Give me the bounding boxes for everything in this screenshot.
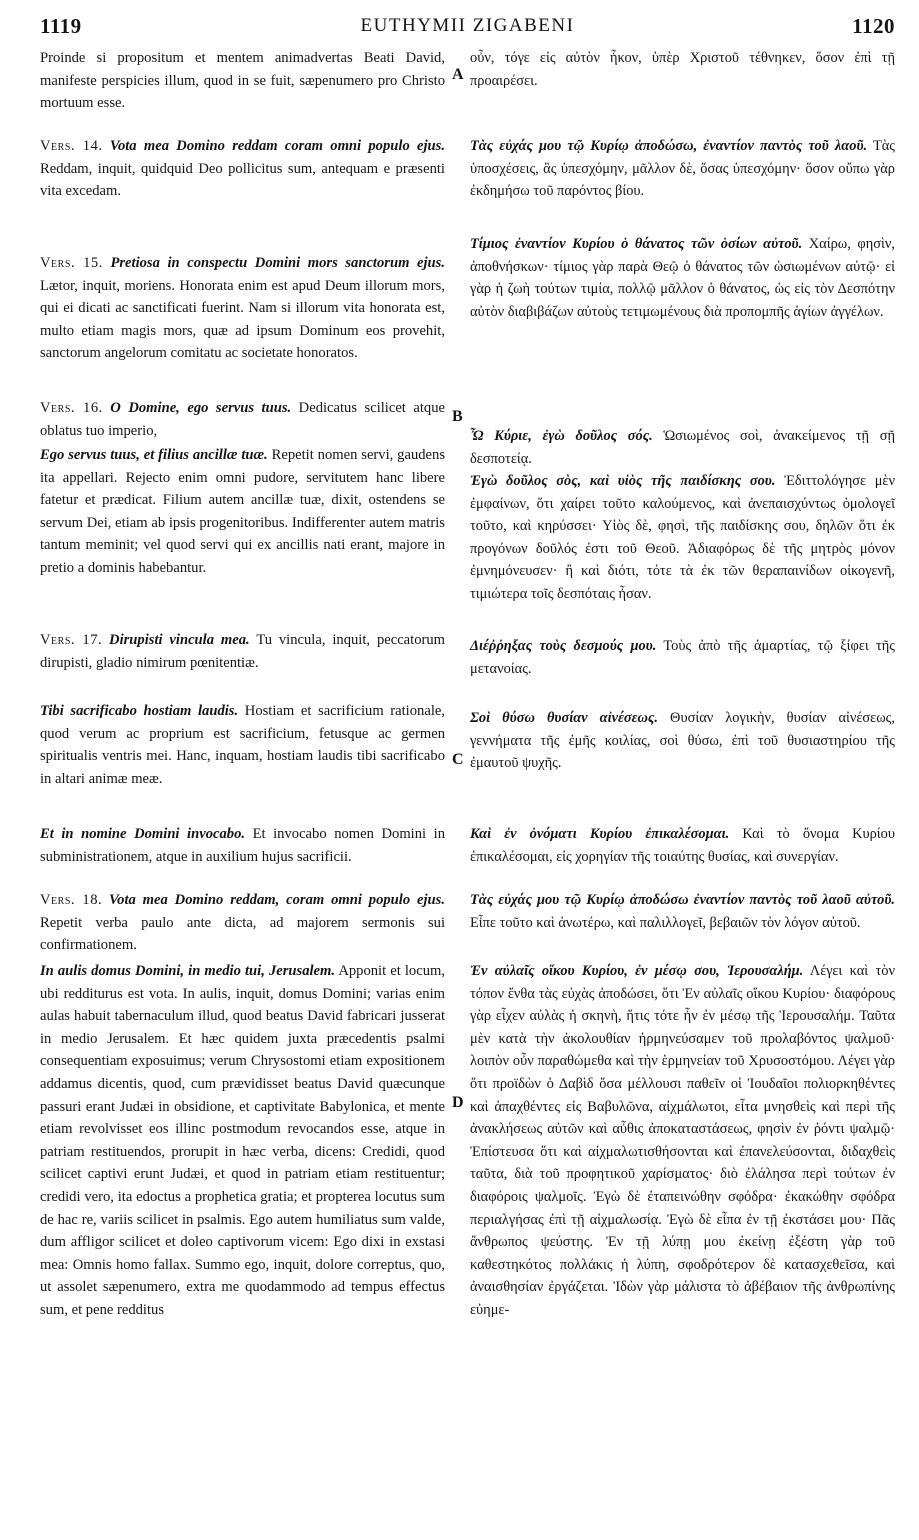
latin-text: Dedicatus scilicet atque oblatus tuo imperio, <box>40 400 445 439</box>
greek-text: οὖν, τόγε εἰς αὐτὸν ἧκον, ὑπὲρ Χριστοῦ τέθνηκεν, ὅσον ἐπὶ τῇ προαιρέσει. <box>470 50 895 89</box>
greek-text: Χαίρω, φησὶν, ἀποθνήσκων· τίμιος γὰρ παρὰ Θεῷ ὁ θάνατος τῶν ὡσιωμένων αὐτῷ· εἰ γὰρ ἡ ζωὴ τούτων τιμία, πολλῷ μᾶλλον ὁ θάνατος, ὡς εἰς τὸν Δεσπότην αὐτὸν διαβιβάζων αὐτοὺς τετιμωμένους διὰ προπομπῆς ἁγίων ἀγγέλων. <box>470 236 895 320</box>
verse-number: Vers. 14. <box>40 138 103 154</box>
margin-marker-c: C <box>452 751 464 768</box>
latin-paragraph <box>40 444 445 580</box>
greek-text: Ἐδιττολόγησε μὲν ἐμφαίνων, ὅτι χαίρει τοῦτο καλούμενος, καὶ ἀνεπαισχύντως ὁμολογεῖ τοῦτο, καὶ κηρύσσει· Υἱὸς δὲ, φησὶ, τῆς παιδίσκης σου, δηλῶν ὅτι ἐκ προγόνων δοῦλός ἐστι τοῦ Θεοῦ. Ἀδιαφόρως δὲ τῆς μητρὸς μόνον ἐμνημόνευσεν· ἢ καὶ διότι, τότε τὰ ἐκ τῶν θεραπαινίδων οἰκογενῆ, τιμιώτερα τοῖς δεσπόταις ἦσαν. <box>470 473 895 602</box>
greek-paragraph <box>470 960 895 1322</box>
verse-lemma: Σοὶ θύσω θυσίαν αἰνέσεως. <box>470 710 658 726</box>
latin-text: Proinde si propositum et mentem animadvertas Beati David, manifeste perspicies illum, quod in se fuit, sæpenumero pro Christo mortuum esse. <box>40 50 445 112</box>
latin-text: Repetit verba paulo ante dicta, ad majorem sermonis sui confirmationem. <box>40 914 445 954</box>
latin-text: Hostiam et sacrificium rationale, quod verum ac proprium est sacrificium, fetusque ac germen spiritualis ventris mei. Hanc, inquam, hostiam laudis tibi sacrificabo in altari animæ meæ. <box>40 703 445 787</box>
greek-paragraph <box>470 707 895 775</box>
verse-lemma: Καὶ ἐν ὀνόματι Κυρίου ἐπικαλέσομαι. <box>470 826 730 842</box>
verse-lemma: Vota mea Domino reddam, coram omni populo ejus. <box>109 892 445 908</box>
greek-paragraph <box>470 889 895 934</box>
latin-text: Et invocabo nomen Domini in subministrationem, atque in auxilium hujus sacrificii. <box>40 826 445 865</box>
verse-lemma: Ἐν αὐλαῖς οἴκου Κυρίου, ἐν μέσῳ σου, Ἱερουσαλήμ. <box>470 963 804 979</box>
greek-paragraph <box>470 135 895 203</box>
greek-text: Λέγει καὶ τὸν τόπον ἔνθα τὰς εὐχὰς ἀποδώσει, ὅτι Ἐν αὐλαῖς οἴκου Κυρίου· διαφόρους γὰρ εἶχεν αὐλὰς ἡ σκηνὴ, ἥτις τότε ἦν ἐν μέσῳ τῆς Ἱερουσαλήμ. Ταῦτα μὲν κατὰ τὴν ἀκολουθίαν ἡρμηνεύσαμεν τοῦ προλαβόντος ψαλμοῦ· λοιπὸν οὖν παραθώμεθα καὶ τὴν ἑρμηνείαν τοῦ Χρυσοστόμου. Λέγει γὰρ ὅτι προϊδὼν ὁ Δαβὶδ ὅσα μέλλουσι παθεῖν οἱ Ἰουδαῖοι πολιορκηθέντες καὶ ἀπαχθέντες εἰς Βαβυλῶνα, αἰχμάλωτοι, εἶτα μνησθεὶς καὶ περὶ τῆς ἀνακλήσεως αὐτῶν καὶ αὖθις ἀποκαταστάσεως, φησὶν ἐν ῥόντι ψαλμῷ· Ἐπίστευσα ὅτι καὶ αἰχμαλωτισθήσονται καὶ ἐπανελεύσονται, διδαχθεὶς ταῦτα, διὰ τοῦ προφητικοῦ χαρίσματος· διὸ ἐλάλησα περὶ τούτων ἐν διαφόροις ψαλμοῖς. Ἐγὼ δὲ ἐταπεινώθην σφόδρα· ἐκακώθην σφόδρα περιαλγήσας ἐπὶ τῇ αἰχμαλωσίᾳ. Ἐγὼ δὲ εἶπα ἐν τῇ ἐκστάσει μου· Πᾶς ἄνθρωπος ψεύστης. Ἐν τῇ λύπῃ μου ἐκείνῃ ἐξέστη γὰρ τοῦ καθεστηκότος πολλάκις ἡ λύπη, σφοδρότερον δὲ κατασχεθεῖσα, καὶ ἀναισθησίαν ἐργάζεται. Ἰδὼν γὰρ μάλιστα τὸ ἀβέβαιον τῆς ἀνθρωπίνης εὐημε- <box>470 963 895 1318</box>
verse-lemma: Ἐγὼ δοῦλος σὸς, καὶ υἱὸς τῆς παιδίσκης σου. <box>470 473 776 489</box>
latin-paragraph <box>40 960 445 1322</box>
verse-number: Vers. 18. <box>40 892 103 908</box>
verse-lemma: Διέῤῥηξας τοὺς δεσμούς μου. <box>470 638 657 654</box>
latin-text: Reddam, inquit, quidquid Deo pollicitus sum, antequam e præsenti vita excedam. <box>40 160 445 200</box>
greek-paragraph <box>470 425 895 470</box>
latin-text: Tu vincula, inquit, peccatorum dirupisti, gladio nimirum pœnitentiæ. <box>40 632 446 671</box>
greek-paragraph <box>470 233 895 323</box>
latin-paragraph <box>40 889 445 957</box>
latin-paragraph <box>40 252 445 365</box>
page-number-right: 1120 <box>852 14 895 38</box>
running-title: EUTHYMII ZIGABENI <box>360 15 575 36</box>
latin-text: Lætor, inquit, moriens. Honorata enim est apud Deum illorum mors, qui ei dicati ac sanctificati fuerint. Nam si illorum vita honorata est, multo etiam magis mors, quæ ad ipsum Dominum eos provehit, sanctorum angelorum comitatu ac societate honoratos. <box>40 277 445 362</box>
verse-lemma: Vota mea Domino reddam coram omni populo ejus. <box>109 138 445 154</box>
verse-number: Vers. 16. <box>40 400 103 416</box>
greek-text: Ὡσιωμένος σοὶ, ἀνακείμενος τῇ σῇ δεσποτείᾳ. <box>470 428 895 467</box>
latin-paragraph <box>40 397 445 442</box>
latin-paragraph <box>40 629 445 674</box>
margin-marker-b: B <box>452 408 463 425</box>
verse-lemma: Dirupisti vincula mea. <box>109 632 250 648</box>
verse-lemma: Tibi sacrificabo hostiam laudis. <box>40 703 239 719</box>
verse-lemma: Ego servus tuus, et filius ancillæ tuæ. <box>40 447 268 463</box>
greek-text: Τοὺς ἀπὸ τῆς ἁμαρτίας, τῷ ξίφει τῆς μετανοίας. <box>470 638 895 677</box>
page-header <box>40 14 895 38</box>
verse-lemma: Ὦ Κύριε, ἐγὼ δοῦλος σός. <box>470 428 653 444</box>
latin-paragraph <box>40 823 445 868</box>
greek-text: Τὰς ὑποσχέσεις, ἃς ὑπεσχόμην, μᾶλλον δὲ, ὅσας ὑπεσχόμην· ὅσον οὔπω γὰρ ἐκδημήσω τοῦ παρόντος βίου. <box>470 138 895 200</box>
margin-marker-a: A <box>452 66 464 83</box>
latin-paragraph <box>40 47 445 115</box>
greek-paragraph <box>470 823 895 868</box>
latin-paragraph <box>40 135 445 203</box>
page-number-left: 1119 <box>40 14 82 38</box>
margin-marker-d: D <box>452 1094 464 1111</box>
greek-paragraph <box>470 635 895 680</box>
greek-text: Καὶ τὸ ὄνομα Κυρίου ἐπικαλέσομαι, εἰς χορηγίαν τῆς τοιαύτης θυσίας, καὶ συνεργίαν. <box>470 826 895 865</box>
greek-paragraph <box>470 470 895 606</box>
latin-text: Repetit nomen servi, gaudens ita appellari. Rejecto enim omni pudore, servitutem hanc libere fatetur et prædicat. Filium autem ancillæ tuæ, dixit, ostendens se servum Dei, etiam ab ipsis progenitoribus. Indifferenter autem matris tantum meminit; vel quod servi qui ex ancillis nati erant, majore in pretio a dominis habebantur. <box>40 447 446 576</box>
verse-lemma: Τὰς εὐχάς μου τῷ Κυρίῳ ἀποδώσω ἐναντίον παντὸς τοῦ λαοῦ αὐτοῦ. <box>470 892 895 908</box>
verse-number: Vers. 17. <box>40 632 103 648</box>
verse-lemma: In aulis domus Domini, in medio tui, Jerusalem. <box>40 963 336 979</box>
latin-paragraph <box>40 700 445 790</box>
verse-number: Vers. 15. <box>40 255 103 271</box>
verse-lemma: Et in nomine Domini invocabo. <box>40 826 246 842</box>
verse-lemma: O Domine, ego servus tuus. <box>110 400 292 416</box>
greek-text: Εἶπε τοῦτο καὶ ἀνωτέρω, καὶ παλιλλογεῖ, βεβαιῶν τὸν λόγον αὐτοῦ. <box>470 914 861 931</box>
latin-text: Apponit et locum, ubi redditurus est vota. In aulis, inquit, domus Domini; varias enim aulas habuit tabernaculum illud, quod beatus David fabricari jusserat in medio Jerusalem. Et hæc quidem juxta præcedentis psalmi consequentiam exposuimus; verum Chrysostomi etiam expositionem addamus dicentis, quod, cum prævidisset beatus David quæcunque passuri erant Judæi in obsidione, et captivitate Babylonica, et mente etiam revolvisset eos illinc postmodum revocandos esse, atque in patriam restituendos, prorupit in hæc verba, dicens: Credidi, quod scilicet captivi erunt Judæi, et quod in patriam etiam restituentur; credidi vero, ita edoctus a prophetica gratia; et propterea locutus sum de hac re, variis scilicet in psalmis. Ego autem humiliatus sum valde, dum affligor scilicet et doleo captivorum vicem: Ego dixi in exstasi mea: Omnis homo fallax. Summo ego, inquit, dolore correptus, quo, ut assolet sæpenumero, extra me quodammodo ad tempus effectus sum, et pene redditus <box>40 963 445 1318</box>
greek-paragraph <box>470 47 895 92</box>
greek-text: Θυσίαν λογικὴν, θυσίαν αἰνέσεως, γεννήματα τῆς ἐμῆς κοιλίας, σοὶ θύσω, ἐπὶ τοῦ θυσιαστηρίου τῆς ἐμαυτοῦ ψυχῆς. <box>470 710 895 772</box>
verse-lemma: Τίμιος ἐναντίον Κυρίου ὁ θάνατος τῶν ὁσίων αὐτοῦ. <box>470 236 803 252</box>
verse-lemma: Pretiosa in conspectu Domini mors sanctorum ejus. <box>110 255 445 271</box>
verse-lemma: Τὰς εὐχάς μου τῷ Κυρίῳ ἀποδώσω, ἐναντίον παντὸς τοῦ λαοῦ. <box>470 138 868 154</box>
